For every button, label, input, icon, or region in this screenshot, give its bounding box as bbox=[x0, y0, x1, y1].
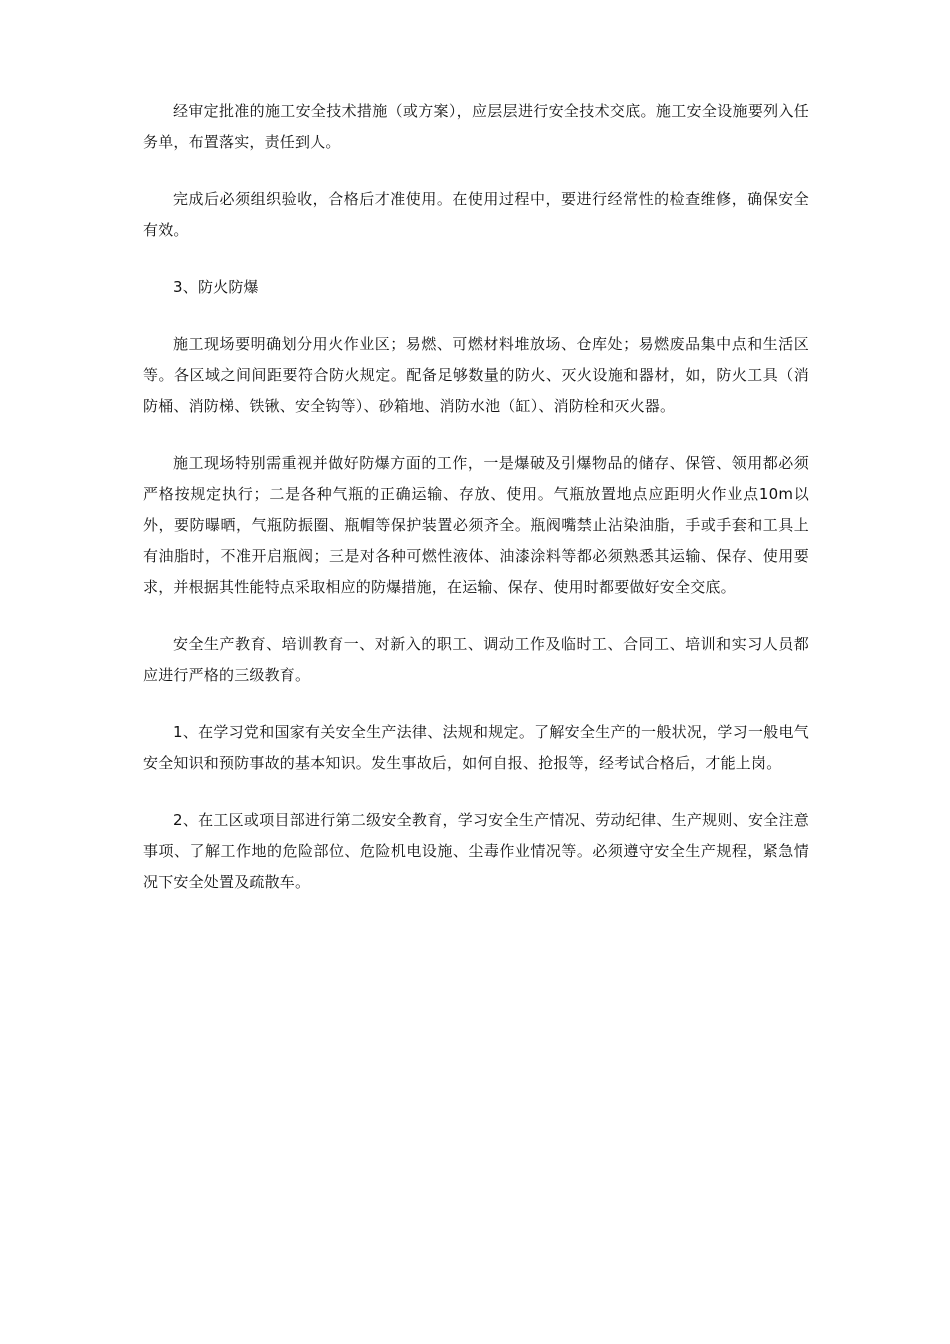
paragraph-second-level-education: 2、在工区或项目部进行第二级安全教育，学习安全生产情况、劳动纪律、生产规则、安全注意事项、了解工作地的危险部位、危险机电设施、尘毒作业情况等。必须遵守安全生产规程，紧急情况下安全处置及疏散车。 bbox=[143, 811, 809, 891]
paragraph-acceptance-inspection: 完成后必须组织验收，合格后才准使用。在使用过程中，要进行经常性的检查维修，确保安全有效。 bbox=[143, 190, 809, 239]
document-body bbox=[143, 96, 809, 924]
paragraph-fire-zones: 施工现场要明确划分用火作业区；易燃、可燃材料堆放场、仓库处；易燃废品集中点和生活区等。各区域之间间距要符合防火规定。配备足够数量的防火、灭火设施和器材，如，防火工具（消防桶、消防梯、铁锹、安全钩等）、砂箱地、消防水池（缸）、消防栓和灭火器。 bbox=[143, 335, 809, 415]
paragraph-safety-measures: 经审定批准的施工安全技术措施（或方案），应层层进行安全技术交底。施工安全设施要列入任务单，布置落实，责任到人。 bbox=[143, 102, 809, 151]
section-heading-fire-explosion: 3、防火防爆 bbox=[173, 278, 259, 296]
paragraph-first-level-education: 1、在学习党和国家有关安全生产法律、法规和规定。了解安全生产的一般状况，学习一般电气安全知识和预防事故的基本知识。发生事故后，如何自报、抢报等，经考试合格后，才能上岗。 bbox=[143, 723, 809, 772]
paragraph-explosion-prevention: 施工现场特别需重视并做好防爆方面的工作，一是爆破及引爆物品的储存、保管、领用都必须严格按规定执行；二是各种气瓶的正确运输、存放、使用。气瓶放置地点应距明火作业点10m以外，要防曝晒，气瓶防振圈、瓶帽等保护装置必须齐全。瓶阀嘴禁止沾染油脂，手或手套和工具上有油脂时，不准开启瓶阀；三是对各种可燃性液体、油漆涂料等都必须熟悉其运输、保存、使用要求，并根据其性能特点采取相应的防爆措施，在运输、保存、使用时都要做好安全交底。 bbox=[143, 454, 809, 596]
paragraph-safety-education: 安全生产教育、培训教育一、对新入的职工、调动工作及临时工、合同工、培训和实习人员都应进行严格的三级教育。 bbox=[143, 635, 809, 684]
